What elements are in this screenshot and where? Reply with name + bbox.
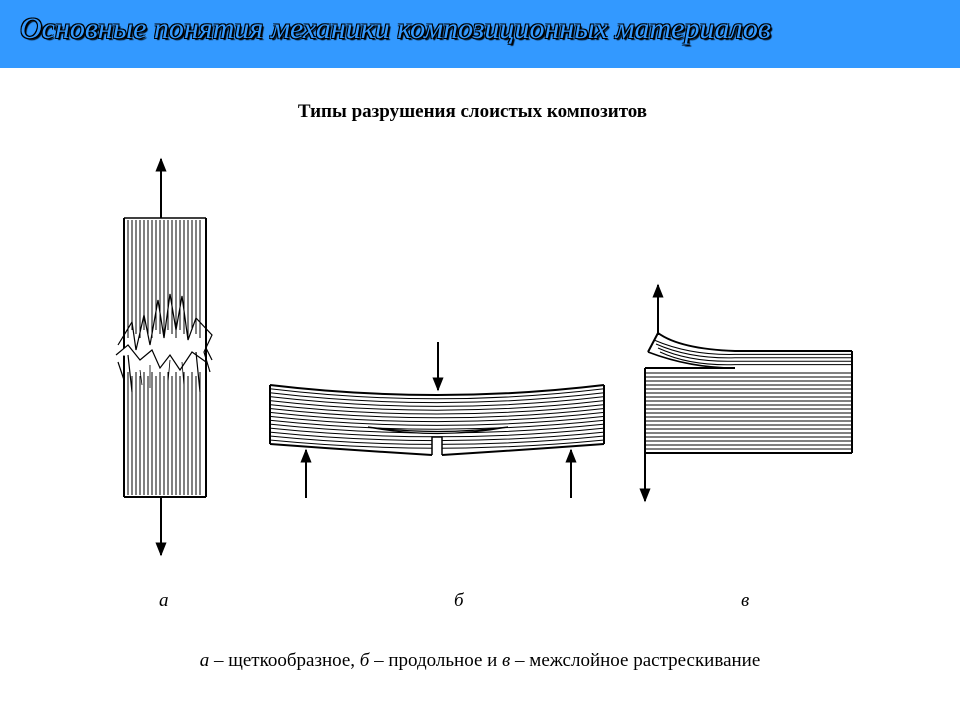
caption-letter-a: а bbox=[199, 650, 210, 671]
lamina-line bbox=[654, 340, 851, 354]
caption-letter-b: б bbox=[359, 650, 370, 671]
caption-text-a: – щеткообразное, bbox=[209, 650, 360, 671]
figure-title: Типы разрушения слоистых композитов bbox=[297, 101, 648, 122]
label-a: а bbox=[159, 590, 169, 611]
label-b: б bbox=[454, 590, 464, 611]
specimen-v bbox=[645, 333, 852, 453]
caption-text-v: – межслойное растрескивание bbox=[510, 650, 761, 671]
caption-text-b: – продольное и bbox=[369, 650, 503, 671]
label-v: в bbox=[741, 590, 750, 611]
slide-title: Основные понятия механики композиционных материалов bbox=[20, 12, 771, 45]
specimen-b bbox=[270, 385, 604, 455]
caption-letter-v: в bbox=[502, 650, 511, 671]
figure-caption bbox=[0, 650, 960, 672]
specimen-a bbox=[116, 218, 212, 497]
